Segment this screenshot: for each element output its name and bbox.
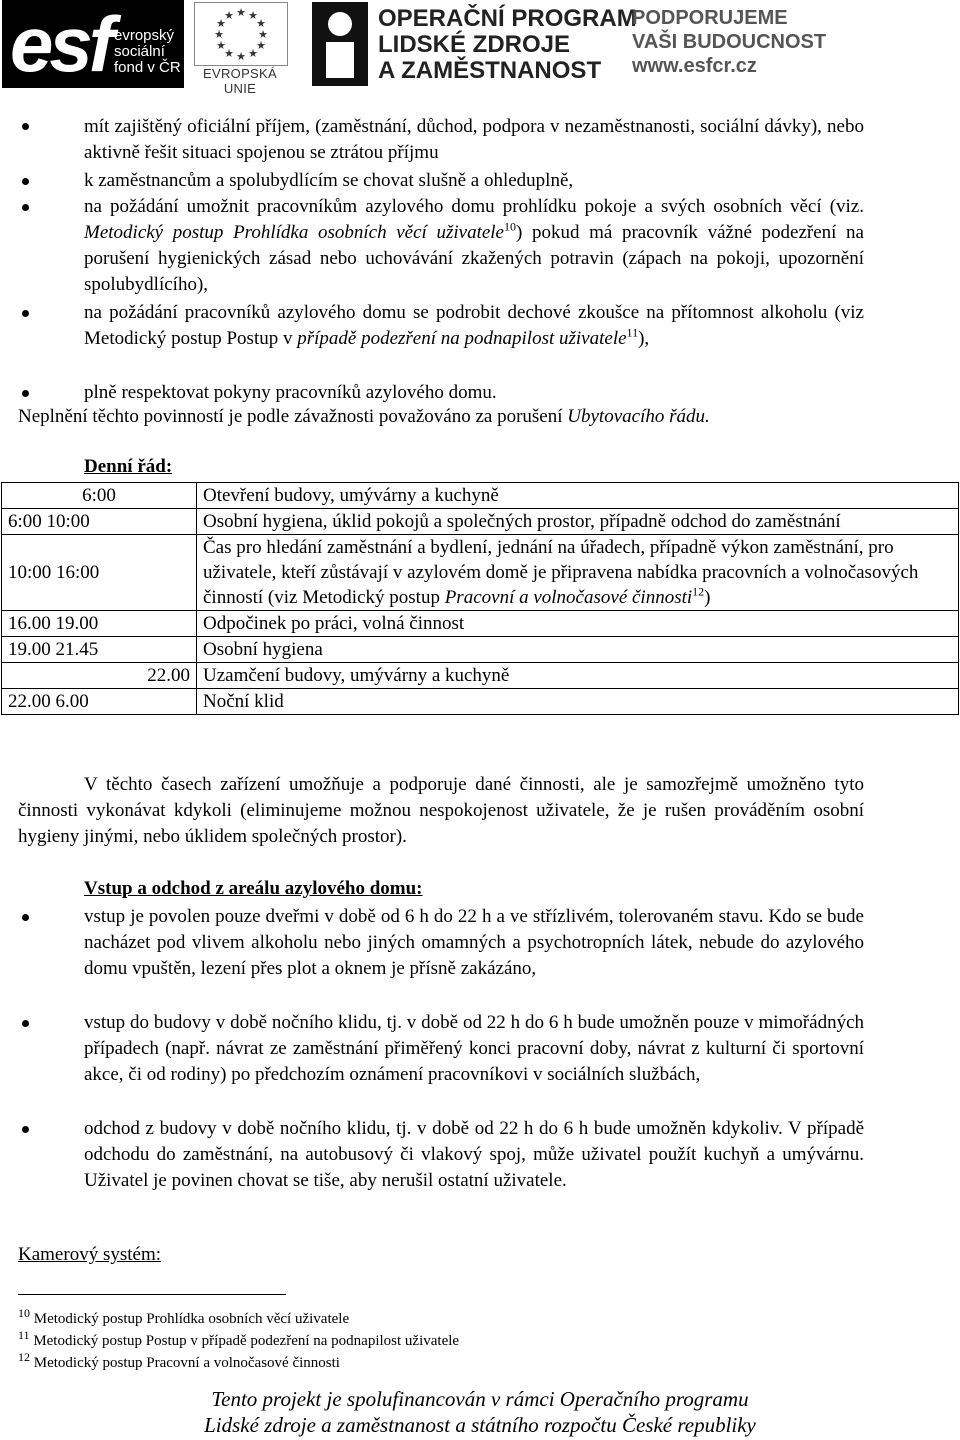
bullet-icon xyxy=(22,310,29,317)
svg-text:★: ★ xyxy=(216,17,226,30)
entry-item: vstup je povolen pouze dveřmi v době od 6 h do 22 h a ve střízlivém, tolerovaném stavu. Kdo se bude nacházet pod vlivem alkoholu nebo jiných omamných a psychotropních látek, nebude do azylového domu vpuštěn, lezení přes plot a oknem je přísně zakázáno, xyxy=(84,906,864,979)
schedule-activity: Otevření budovy, umývárny a kuchyně xyxy=(197,483,959,509)
camera-title: Kamerový systém: xyxy=(18,1244,162,1265)
bullet-icon xyxy=(22,1020,29,1027)
svg-text:★: ★ xyxy=(216,39,226,52)
svg-text:★: ★ xyxy=(236,6,246,19)
schedule-title: Denní řád: xyxy=(84,456,173,477)
bullet-icon xyxy=(22,204,29,211)
schedule-time: 10:00 16:00 xyxy=(2,535,197,611)
schedule-activity: Osobní hygiena, úklid pokojů a společných prostor, případně odchod do zaměstnání xyxy=(197,509,959,535)
schedule-activity: Čas pro hledání zaměstnání a bydlení, jednání na úřadech, případně výkon zaměstnání, pro uživatele, kteří zůstávají v azylovém domě je připravena nabídka pracovních a volnočasových činností (viz Metodický postup Pracovní a volnočasové činnosti$^{12}$) xyxy=(197,535,959,611)
svg-text:★: ★ xyxy=(236,50,246,63)
table-row xyxy=(2,611,959,637)
eu-flag-icon xyxy=(194,2,288,66)
svg-text:★: ★ xyxy=(224,47,234,60)
bullet-icon xyxy=(22,123,29,130)
svg-text:★: ★ xyxy=(256,39,266,52)
svg-text:★: ★ xyxy=(256,17,266,30)
entry-item: vstup do budovy v době nočního klidu, tj. v době od 22 h do 6 h bude umožněn pouze v mimořádných případech (např. návrat ze zaměstnání přiměřený konci pracovní doby, návrat z kulturní či sportovní akce, či od rodiny) po předchozím oznámení pracovníkovi v sociálních službách, xyxy=(84,1012,864,1085)
schedule-time: 22.00 xyxy=(2,663,197,689)
svg-text:★: ★ xyxy=(214,28,224,41)
duty-item: na požádání pracovníků azylového domu se podrobit dechové zkoušce na přítomnost alkoholu (viz Metodický postup Postup v případě podezření na podnapilost uživatele$^{11}$), xyxy=(84,302,864,349)
eu-logo xyxy=(186,0,294,96)
table-row xyxy=(2,637,959,663)
svg-text:★: ★ xyxy=(248,9,258,22)
bullet-icon xyxy=(22,390,29,397)
table-row xyxy=(2,509,959,535)
footnote-item: $^{11}$ Metodický postup Postup v případě podezření na podnapilost uživatele xyxy=(18,1328,460,1349)
schedule-activity: Uzamčení budovy, umývárny a kuchyně xyxy=(197,663,959,689)
bullet-icon xyxy=(22,914,29,921)
schedule-activity: Osobní hygiena xyxy=(197,637,959,663)
violation-note: Neplnění těchto povinností je podle závažnosti považováno za porušení Ubytovacího řádu. xyxy=(18,406,710,427)
eu-label: EVROPSKÁ UNIE xyxy=(203,66,277,96)
footnote-item: $^{10}$ Metodický postup Prohlídka osobních věcí uživatele xyxy=(18,1306,350,1327)
schedule-table xyxy=(1,482,959,715)
table-row xyxy=(2,535,959,611)
bullet-icon xyxy=(22,1126,29,1133)
schedule-time: 19.00 21.45 xyxy=(2,637,197,663)
schedule-activity: Noční klid xyxy=(197,689,959,715)
entry-item: odchod z budovy v době nočního klidu, tj. v době od 22 h do 6 h bude umožněn kdykoliv. V případě odchodu do zaměstnání, na autobusový či vlakový spoj, může uživatel použít kuchyň a umývárnu. Uživatel je povinen chovat se tiše, aby nerušil ostatní uživatele. xyxy=(84,1118,864,1191)
esf-logo xyxy=(2,0,184,88)
footnote-divider xyxy=(18,1294,286,1295)
table-row xyxy=(2,663,959,689)
footer-line: Tento projekt je spolufinancován v rámci Operačního programu xyxy=(211,1387,749,1411)
op-logo-text: OPERAČNÍ PROGRAM LIDSKÉ ZDROJE A ZAMĚSTNANOST xyxy=(378,5,637,84)
table-row xyxy=(2,689,959,715)
schedule-time: 16.00 19.00 xyxy=(2,611,197,637)
duty-item: k zaměstnancům a spolubydlícím se chovat slušně a ohleduplně, xyxy=(84,170,574,191)
entry-title: Vstup a odchod z areálu azylového domu: xyxy=(84,878,423,899)
support-slogan: PODPORUJEME VAŠI BUDOUCNOST www.esfcr.cz xyxy=(632,7,827,77)
schedule-time: 22.00 6.00 xyxy=(2,689,197,715)
schedule-activity: Odpočinek po práci, volná činnost xyxy=(197,611,959,637)
duty-item: mít zajištěný oficiální příjem, (zaměstnání, důchod, podpora v nezaměstnanosti, sociální dávky), nebo aktivně řešit situaci spojenou se ztrátou příjmu xyxy=(84,116,864,163)
bullet-icon xyxy=(22,178,29,185)
schedule-time: 6:00 xyxy=(2,483,197,509)
footer-line: Lidské zdroje a zaměstnanost a státního rozpočtu České republiky xyxy=(204,1413,756,1437)
table-row xyxy=(2,483,959,509)
duty-item: na požádání umožnit pracovníkům azylového domu prohlídku pokoje a svých osobních věcí (viz. Metodický postup Prohlídka osobních věcí uživatele$^{10}$) pokud má pracovník vážné podezření na porušení hygienických zásad nebo uchovávání zkažených potravin (zápach na pokoji, upozornění spolubydlícího), xyxy=(84,196,864,295)
esf-logo-letters: esf xyxy=(10,0,111,88)
duty-item: plně respektovat pokyny pracovníků azylového domu. xyxy=(84,382,497,403)
schedule-note: V těchto časech zařízení umožňuje a podporuje dané činnosti, ale je samozřejmě umožněno tyto činnosti vykonávat kdykoli (eliminujeme možnou nespokojenost uživatele, že je rušen prováděním osobní hygieny jinými, nebo úklidem společných prostor). xyxy=(18,774,864,847)
op-logo-icon xyxy=(312,2,368,86)
svg-text:★: ★ xyxy=(248,47,258,60)
svg-text:★: ★ xyxy=(224,9,234,22)
esf-logo-subtitle: evropský sociální fond v ČR xyxy=(114,27,181,76)
svg-text:★: ★ xyxy=(258,28,268,41)
footnote-item: $^{12}$ Metodický postup Pracovní a volnočasové činnosti xyxy=(18,1350,340,1371)
schedule-time: 6:00 10:00 xyxy=(2,509,197,535)
